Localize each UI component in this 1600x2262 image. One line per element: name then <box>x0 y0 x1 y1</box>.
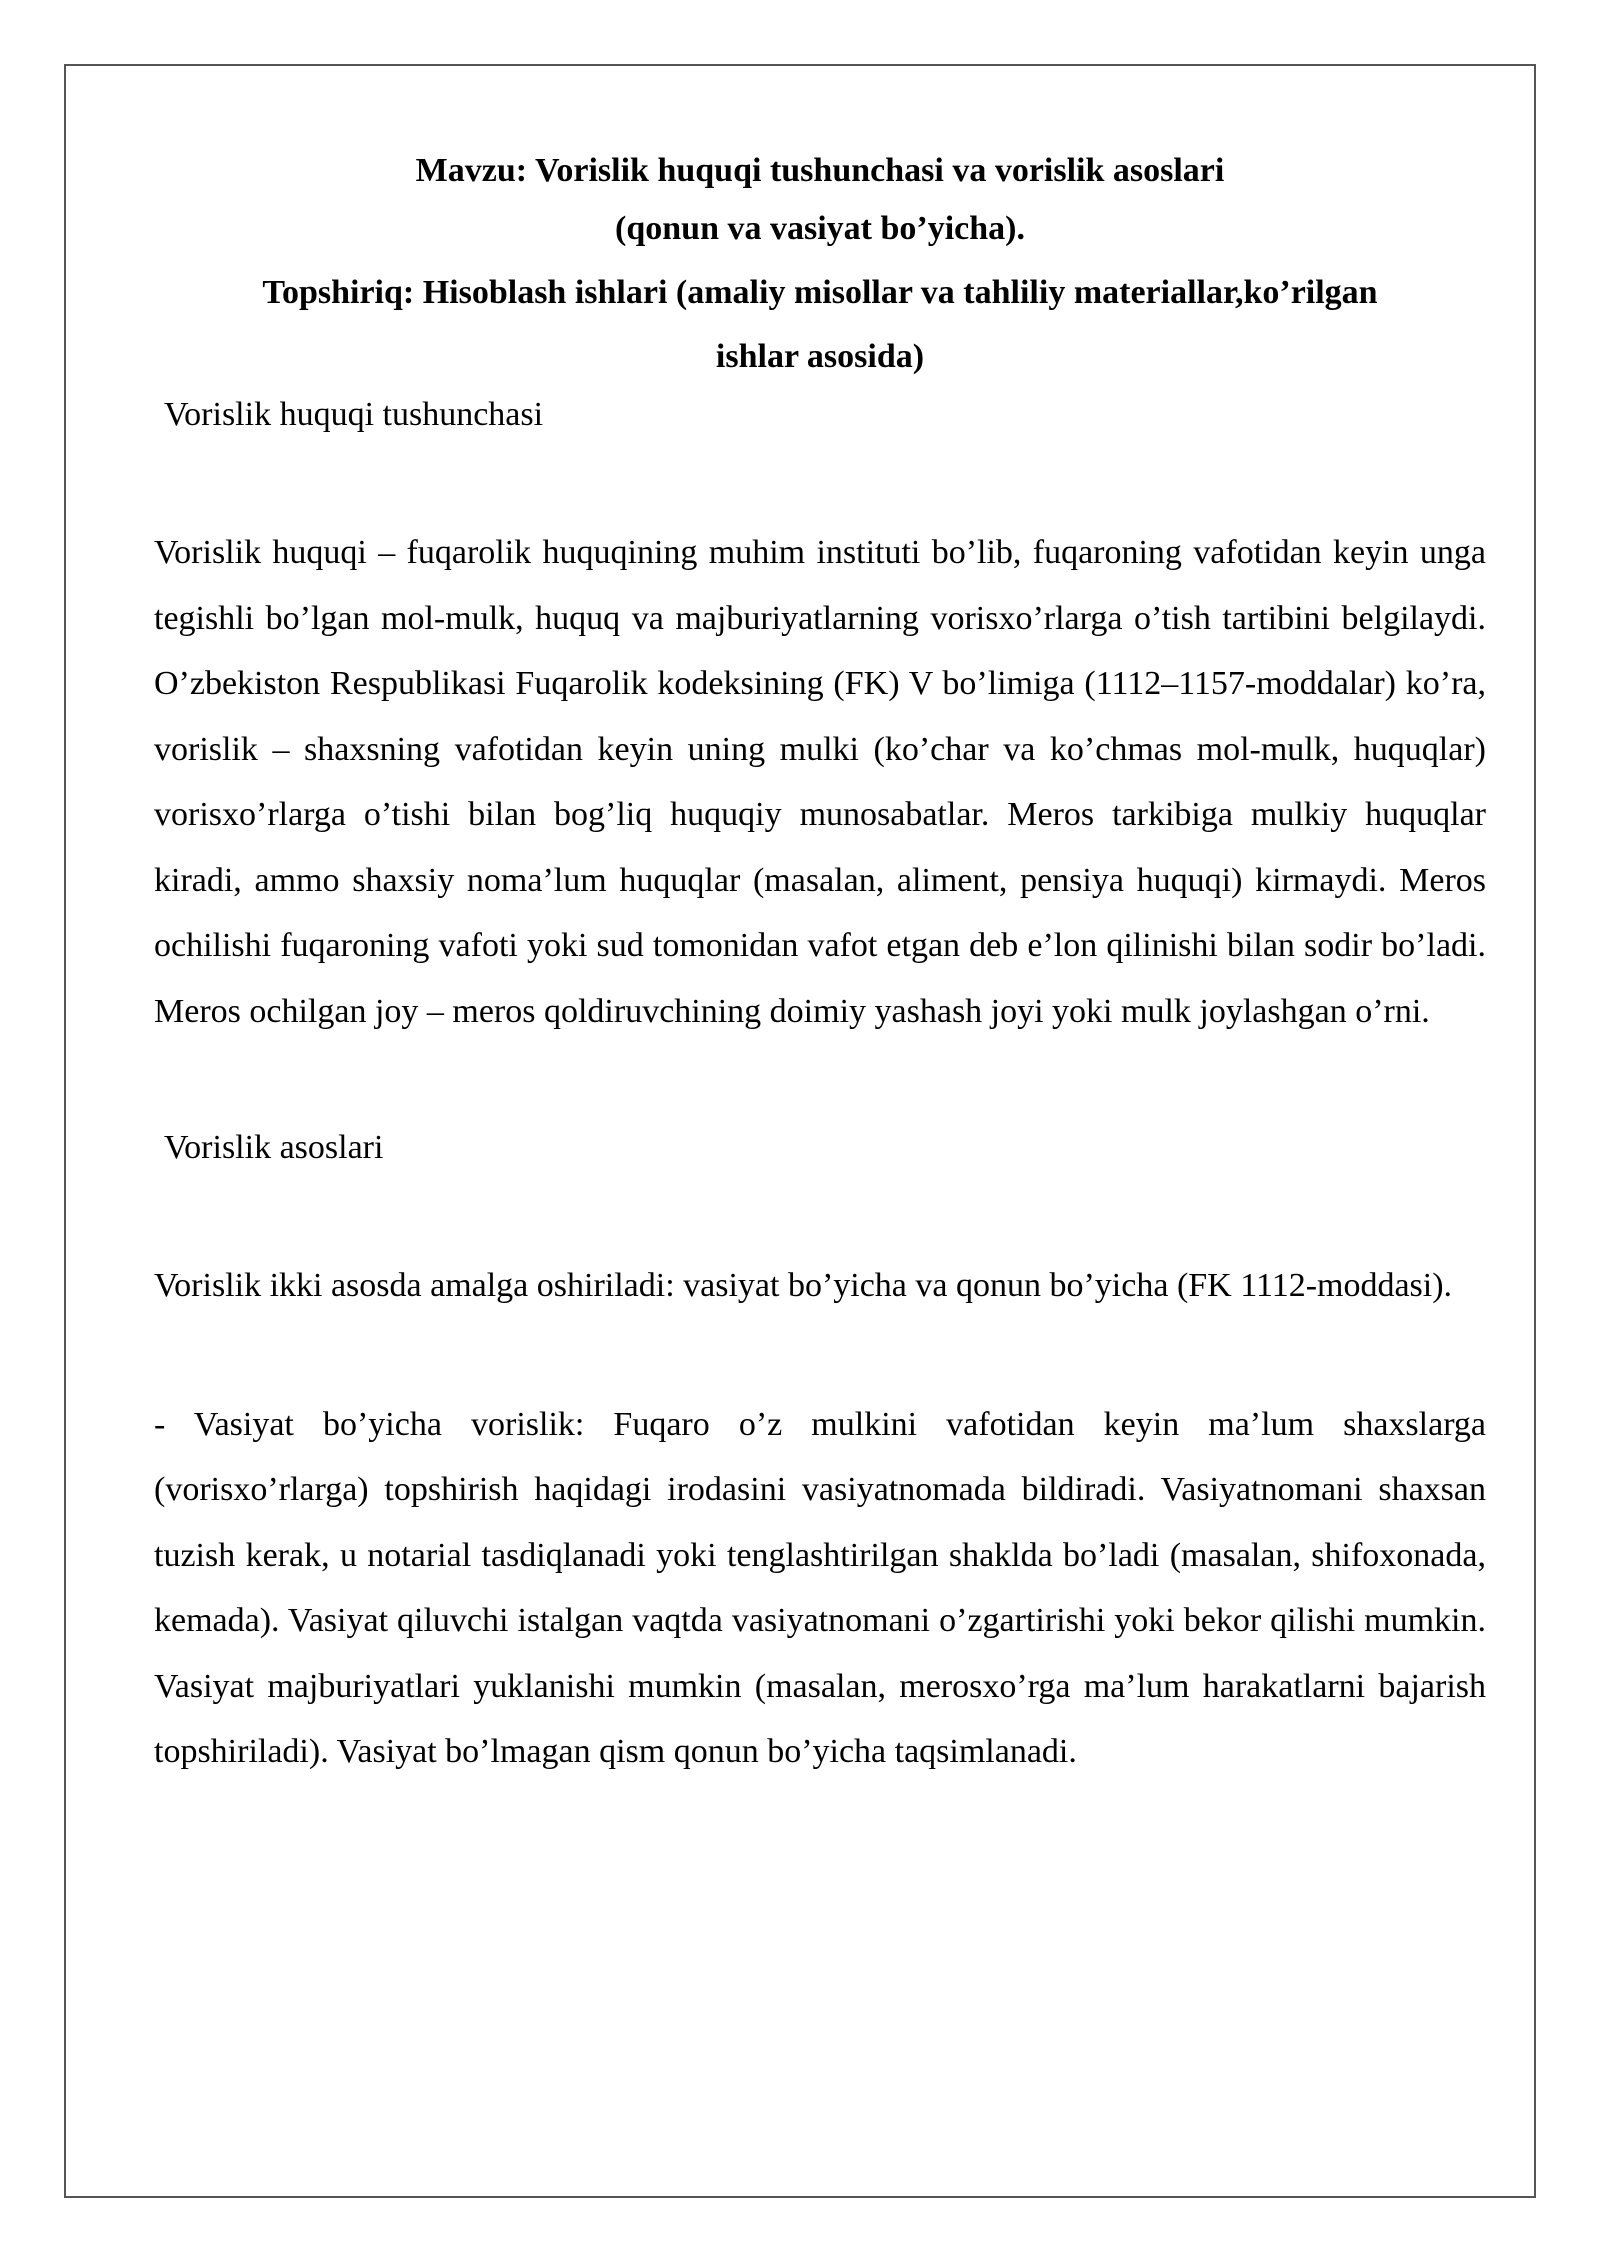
task-line-2: ishlar asosida) <box>715 338 925 375</box>
document-body <box>154 148 1486 1785</box>
task-line-1: Topshiriq: Hisoblash ishlari (amaliy misollar va tahliliy materiallar,ko’rilgan <box>262 274 1378 311</box>
paragraph-grounds: Vorislik ikki asosda amalga oshiriladi: vasiyat bo’yicha va qonun bo’yicha (FK 1112-moddasi). <box>154 1267 1453 1304</box>
paragraph-testament: - Vasiyat bo’yicha vorislik: Fuqaro o’z mulkini vafotidan keyin ma’lum shaxslarga (vorisxo’rlarga) topshirish haqidagi irodasini vasiyatnomada bildiradi. Vasiyatnomani shaxsan tuzish kerak, u notarial tasdiqlanadi yoki tenglashtirilgan shaklda bo’ladi (masalan, shifoxonada, kemada). Vasiyat qiluvchi istalgan vaqtda vasiyatnomani o’zgartirishi yoki bekor qilishi mumkin. Vasiyat majburiyatlari yuklanishi mumkin (masalan, merosxo’rga ma’lum harakatlarni bajarish topshiriladi). Vasiyat bo’lmagan qism qonun bo’yicha taqsimlanadi. <box>154 1405 1486 1770</box>
title-line-2: (qonun va vasiyat bo’yicha). <box>615 210 1025 247</box>
section-heading-grounds: Vorislik asoslari <box>164 1129 384 1166</box>
title-line-1: Mavzu: Vorislik huquqi tushunchasi va vorislik asoslari <box>415 152 1225 189</box>
paragraph-concept: Vorislik huquqi – fuqarolik huquqining muhim instituti bo’lib, fuqaroning vafotidan keyin unga tegishli bo’lgan mol-mulk, huquq va majburiyatlarning vorisxo’rlarga o’tish tartibini belgilaydi. O’zbekiston Respublikasi Fuqarolik kodeksining (FK) V bo’limiga (1112–1157-moddalar) ko’ra, vorislik – shaxsning vafotidan keyin uning mulki (ko’char va ko’chmas mol-mulk, huquqlar) vorisxo’rlarga o’tishi bilan bog’liq huquqiy munosabatlar. Meros tarkibiga mulkiy huquqlar kiradi, ammo shaxsiy noma’lum huquqlar (masalan, aliment, pensiya huquqi) kirmaydi. Meros ochilishi fuqaroning vafoti yoki sud tomonidan vafot etgan deb e’lon qilinishi bilan sodir bo’ladi. Meros ochilgan joy – meros qoldiruvchining doimiy yashash joyi yoki mulk joylashgan o’rni. <box>154 534 1486 1030</box>
section-heading-concept: Vorislik huquqi tushunchasi <box>164 396 544 433</box>
